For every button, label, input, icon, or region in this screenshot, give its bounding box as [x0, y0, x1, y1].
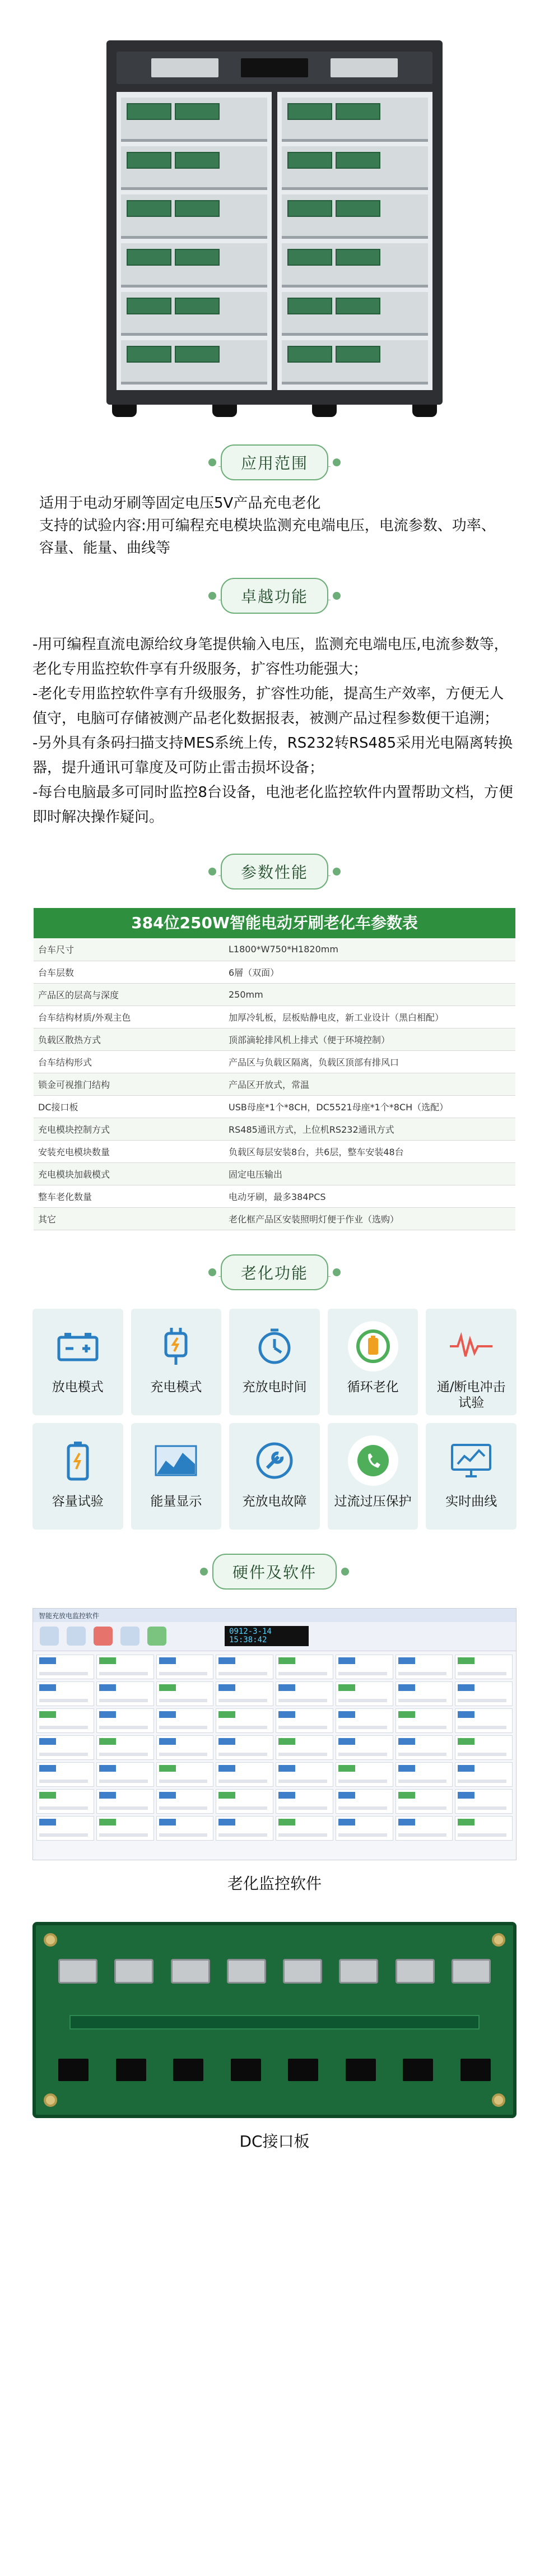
param-key: 整车老化数量	[34, 1185, 224, 1207]
channel-cell	[96, 1681, 154, 1706]
channel-cell	[36, 1816, 94, 1841]
application-line: 适用于电动牙刷等固定电压5V产品充电老化	[39, 495, 321, 512]
param-key: 安装充电模块数量	[34, 1140, 224, 1162]
section-title: 应用范围	[221, 444, 328, 480]
cabinet-shelf	[121, 292, 267, 336]
mount-hole	[44, 1933, 57, 1947]
cabinet-shelf	[121, 340, 267, 384]
function-grid	[0, 1298, 549, 1546]
param-key: 锁金可视推门结构	[34, 1073, 224, 1095]
channel-cell	[216, 1735, 273, 1760]
chip	[58, 2059, 89, 2081]
channel-cell	[156, 1735, 214, 1760]
channel-cell	[96, 1708, 154, 1733]
application-text	[0, 488, 549, 571]
params-table-title: 384位250W智能电动牙刷老化车参数表	[34, 908, 515, 938]
chip	[116, 2059, 146, 2081]
channel-cell	[96, 1816, 154, 1841]
function-label: 放电模式	[52, 1379, 104, 1394]
function-label: 充放电故障	[242, 1494, 307, 1509]
channel-cell	[156, 1681, 214, 1706]
channel-cell	[96, 1655, 154, 1679]
param-row	[34, 983, 515, 1006]
function-label: 容量试验	[52, 1494, 104, 1509]
channel-cell	[276, 1735, 333, 1760]
channel-cell	[396, 1789, 453, 1814]
function-label: 能量显示	[150, 1494, 202, 1509]
param-key: 充电模块控制方式	[34, 1118, 224, 1140]
param-value: 加厚冷轧板，层板贴静电皮，新工业设计（黑白相配）	[224, 1006, 515, 1028]
channel-cell	[336, 1708, 393, 1733]
channel-cell	[396, 1655, 453, 1679]
usb-jack	[339, 1959, 378, 1984]
function-card	[32, 1423, 123, 1530]
software-channel-grid	[33, 1651, 516, 1844]
function-label: 循环老化	[347, 1379, 399, 1394]
chip	[173, 2059, 203, 2081]
channel-cell	[455, 1789, 513, 1814]
channel-cell	[216, 1816, 273, 1841]
cabinet-shelf	[282, 146, 428, 191]
param-row	[34, 961, 515, 983]
params-table	[34, 938, 515, 1230]
section-header-features	[0, 571, 549, 621]
param-row	[34, 1140, 515, 1162]
channel-cell	[336, 1789, 393, 1814]
param-row	[34, 1006, 515, 1028]
channel-cell	[396, 1708, 453, 1733]
curve-monitor-icon	[446, 1435, 496, 1486]
channel-cell	[276, 1681, 333, 1706]
mount-hole	[44, 2093, 57, 2107]
software-window-title: 智能充放电监控软件	[33, 1609, 516, 1622]
cabinet-right-column	[277, 92, 432, 390]
feature-line: -另外具有条码扫描支持MES系统上传，RS232转RS485采用光电隔离转换器，提升通讯可靠度及可防止雷击损坏设备；	[32, 735, 513, 776]
hero-product-image	[0, 0, 549, 437]
channel-cell	[216, 1762, 273, 1787]
mount-hole	[492, 1933, 505, 1947]
chip	[288, 2059, 318, 2081]
function-label-line2: 试验	[458, 1395, 485, 1410]
charge-plug-icon	[151, 1321, 201, 1372]
param-value: 负载区每层安装8台，共6层，整车安装48台	[224, 1140, 515, 1162]
param-value: 产品区开放式，常温	[224, 1073, 515, 1095]
channel-cell	[96, 1735, 154, 1760]
param-row	[34, 1028, 515, 1050]
function-label: 充放电时间	[242, 1379, 307, 1394]
channel-cell	[455, 1762, 513, 1787]
toolbar-button-icon	[67, 1627, 86, 1646]
channel-cell	[396, 1681, 453, 1706]
chip-row	[58, 2059, 491, 2081]
channel-cell	[276, 1655, 333, 1679]
param-row	[34, 1207, 515, 1230]
param-key: 其它	[34, 1207, 224, 1230]
channel-cell	[336, 1762, 393, 1787]
cabinet-shelf	[121, 194, 267, 239]
capacity-battery-icon	[53, 1435, 103, 1486]
section-title: 参数性能	[221, 854, 328, 889]
param-row	[34, 1095, 515, 1118]
param-value: 6層（双面）	[224, 961, 515, 983]
section-header-application	[0, 437, 549, 488]
channel-cell	[156, 1762, 214, 1787]
section-title: 硬件及软件	[212, 1554, 337, 1590]
channel-cell	[96, 1789, 154, 1814]
channel-cell	[216, 1789, 273, 1814]
function-label: 过流过压保护	[334, 1494, 412, 1509]
channel-cell	[36, 1735, 94, 1760]
section-header-params	[0, 846, 549, 897]
function-card	[32, 1309, 123, 1415]
usb-jack-row	[58, 1959, 491, 1984]
usb-jack	[283, 1959, 322, 1984]
channel-cell	[396, 1816, 453, 1841]
application-line: 支持的试验内容:用可编程充电模块监测充电端电压，电流参数、功率、容量、能量、曲线等	[39, 517, 496, 557]
channel-cell	[156, 1708, 214, 1733]
toolbar-button-icon	[40, 1627, 59, 1646]
param-value: 顶部滴轮排风机上排式（便于环境控制）	[224, 1028, 515, 1050]
clock-date: 0912-3-14	[229, 1627, 272, 1636]
cabinet-left-column	[117, 92, 272, 390]
feature-line: -用可编程直流电源给纹身笔提供输入电压，监测充电端电压,电流参数等，老化专用监控软件享有升级服务，扩容性功能强大；	[32, 636, 509, 678]
function-card	[426, 1309, 517, 1415]
function-card	[328, 1309, 418, 1415]
param-key: 产品区的层高与深度	[34, 983, 224, 1006]
function-card	[131, 1423, 222, 1530]
param-value: 固定电压输出	[224, 1162, 515, 1185]
caster-wheel	[212, 405, 237, 417]
chip	[403, 2059, 433, 2081]
param-key: 台车层数	[34, 961, 224, 983]
usb-jack	[396, 1959, 435, 1984]
channel-cell	[336, 1655, 393, 1679]
usb-jack	[452, 1959, 491, 1984]
function-label: 实时曲线	[445, 1494, 497, 1509]
channel-cell	[336, 1735, 393, 1760]
channel-cell	[336, 1816, 393, 1841]
chip	[231, 2059, 261, 2081]
channel-cell	[276, 1762, 333, 1787]
cycle-battery-icon	[348, 1321, 398, 1372]
caster-wheel	[112, 405, 137, 417]
channel-cell	[216, 1681, 273, 1706]
monitoring-software-screenshot	[32, 1608, 517, 1860]
section-header-hardware	[0, 1546, 549, 1597]
usb-jack	[171, 1959, 210, 1984]
param-value: 电动牙刷，最多384PCS	[224, 1185, 515, 1207]
param-value: USB母座*1个*8CH，DC5521母座*1个*8CH（选配）	[224, 1095, 515, 1118]
function-card	[229, 1423, 320, 1530]
feature-line: -老化专用监控软件享有升级服务，扩容性功能，提高生产效率，方便无人值守，电脑可存储被测产品老化数据报表，被测产品过程参数便干追溯；	[32, 685, 504, 727]
channel-cell	[455, 1655, 513, 1679]
toolbar-button-icon	[120, 1627, 139, 1646]
cabinet-shelf	[282, 292, 428, 336]
param-value: 产品区与负载区隔离，负载区顶部有排风口	[224, 1050, 515, 1073]
channel-cell	[156, 1816, 214, 1841]
cabinet-shelf	[282, 340, 428, 384]
cabinet-display	[241, 58, 308, 77]
param-value: 250mm	[224, 983, 515, 1006]
channel-cell	[36, 1789, 94, 1814]
cabinet-switch-panel	[331, 58, 398, 77]
toolbar-button-icon	[147, 1627, 166, 1646]
function-card	[426, 1423, 517, 1530]
channel-cell	[455, 1735, 513, 1760]
channel-cell	[36, 1681, 94, 1706]
channel-cell	[36, 1762, 94, 1787]
section-title: 老化功能	[221, 1254, 328, 1290]
param-key: 负载区散热方式	[34, 1028, 224, 1050]
function-card	[328, 1423, 418, 1530]
caster-wheel	[412, 405, 437, 417]
board-trace-strip	[69, 2015, 480, 2030]
channel-cell	[36, 1655, 94, 1679]
param-row	[34, 1185, 515, 1207]
param-key: DC接口板	[34, 1095, 224, 1118]
channel-cell	[455, 1681, 513, 1706]
channel-cell	[276, 1708, 333, 1733]
cabinet-label-plate	[151, 58, 218, 77]
cabinet-shelf	[121, 98, 267, 142]
channel-cell	[396, 1762, 453, 1787]
software-caption: 老化监控软件	[227, 1874, 322, 1893]
channel-cell	[455, 1816, 513, 1841]
cabinet-shelf	[121, 243, 267, 288]
channel-cell	[455, 1708, 513, 1733]
channel-cell	[336, 1681, 393, 1706]
channel-cell	[156, 1655, 214, 1679]
energy-chart-icon	[151, 1435, 201, 1486]
param-key: 充电模块加载模式	[34, 1162, 224, 1185]
param-key: 台车结构材质/外观主色	[34, 1006, 224, 1028]
param-row	[34, 1073, 515, 1095]
channel-cell	[216, 1655, 273, 1679]
param-row	[34, 1050, 515, 1073]
cabinet-shelf	[121, 146, 267, 191]
cabinet-control-panel	[117, 52, 432, 84]
software-clock	[225, 1626, 309, 1646]
toolbar-button-icon	[94, 1627, 113, 1646]
channel-cell	[276, 1789, 333, 1814]
function-label: 通/断电冲击	[436, 1379, 506, 1394]
function-card	[131, 1309, 222, 1415]
channel-cell	[396, 1735, 453, 1760]
battery-icon	[53, 1321, 103, 1372]
feature-line: -每台电脑最多可同时监控8台设备，电池老化监控软件内置帮助文档，方便即时解决操作疑问。	[32, 784, 513, 826]
param-row	[34, 1162, 515, 1185]
usb-jack	[227, 1959, 266, 1984]
chip	[460, 2059, 491, 2081]
fault-wrench-icon	[249, 1435, 300, 1486]
cabinet-shelf	[282, 98, 428, 142]
usb-jack	[114, 1959, 153, 1984]
mount-hole	[492, 2093, 505, 2107]
timer-icon	[249, 1321, 300, 1372]
param-row	[34, 1118, 515, 1140]
section-title: 卓越功能	[221, 578, 328, 614]
aging-cabinet-illustration	[106, 40, 443, 405]
channel-cell	[36, 1708, 94, 1733]
cabinet-shelf	[282, 243, 428, 288]
channel-cell	[216, 1708, 273, 1733]
param-key: 台车结构形式	[34, 1050, 224, 1073]
params-table-wrap	[0, 897, 549, 1247]
param-row	[34, 938, 515, 961]
cabinet-shelf	[282, 194, 428, 239]
caster-wheel	[312, 405, 337, 417]
channel-cell	[156, 1789, 214, 1814]
function-label: 充电模式	[150, 1379, 202, 1394]
function-card	[229, 1309, 320, 1415]
dc-interface-board-photo	[32, 1922, 517, 2118]
param-value: RS485通讯方式，上位机RS232通讯方式	[224, 1118, 515, 1140]
waveform-icon	[446, 1321, 496, 1372]
software-toolbar	[33, 1622, 516, 1651]
channel-cell	[96, 1762, 154, 1787]
param-value: L1800*W750*H1820mm	[224, 938, 515, 961]
clock-time: 15:38:42	[229, 1636, 267, 1644]
features-text	[0, 621, 549, 846]
param-key: 台车尺寸	[34, 938, 224, 961]
shield-phone-icon	[348, 1435, 398, 1486]
usb-jack	[58, 1959, 97, 1984]
chip	[346, 2059, 376, 2081]
param-value: 老化框产品区安装照明灯便于作业（选购）	[224, 1207, 515, 1230]
board-caption: DC接口板	[239, 2132, 310, 2151]
channel-cell	[276, 1816, 333, 1841]
section-header-functions	[0, 1247, 549, 1298]
